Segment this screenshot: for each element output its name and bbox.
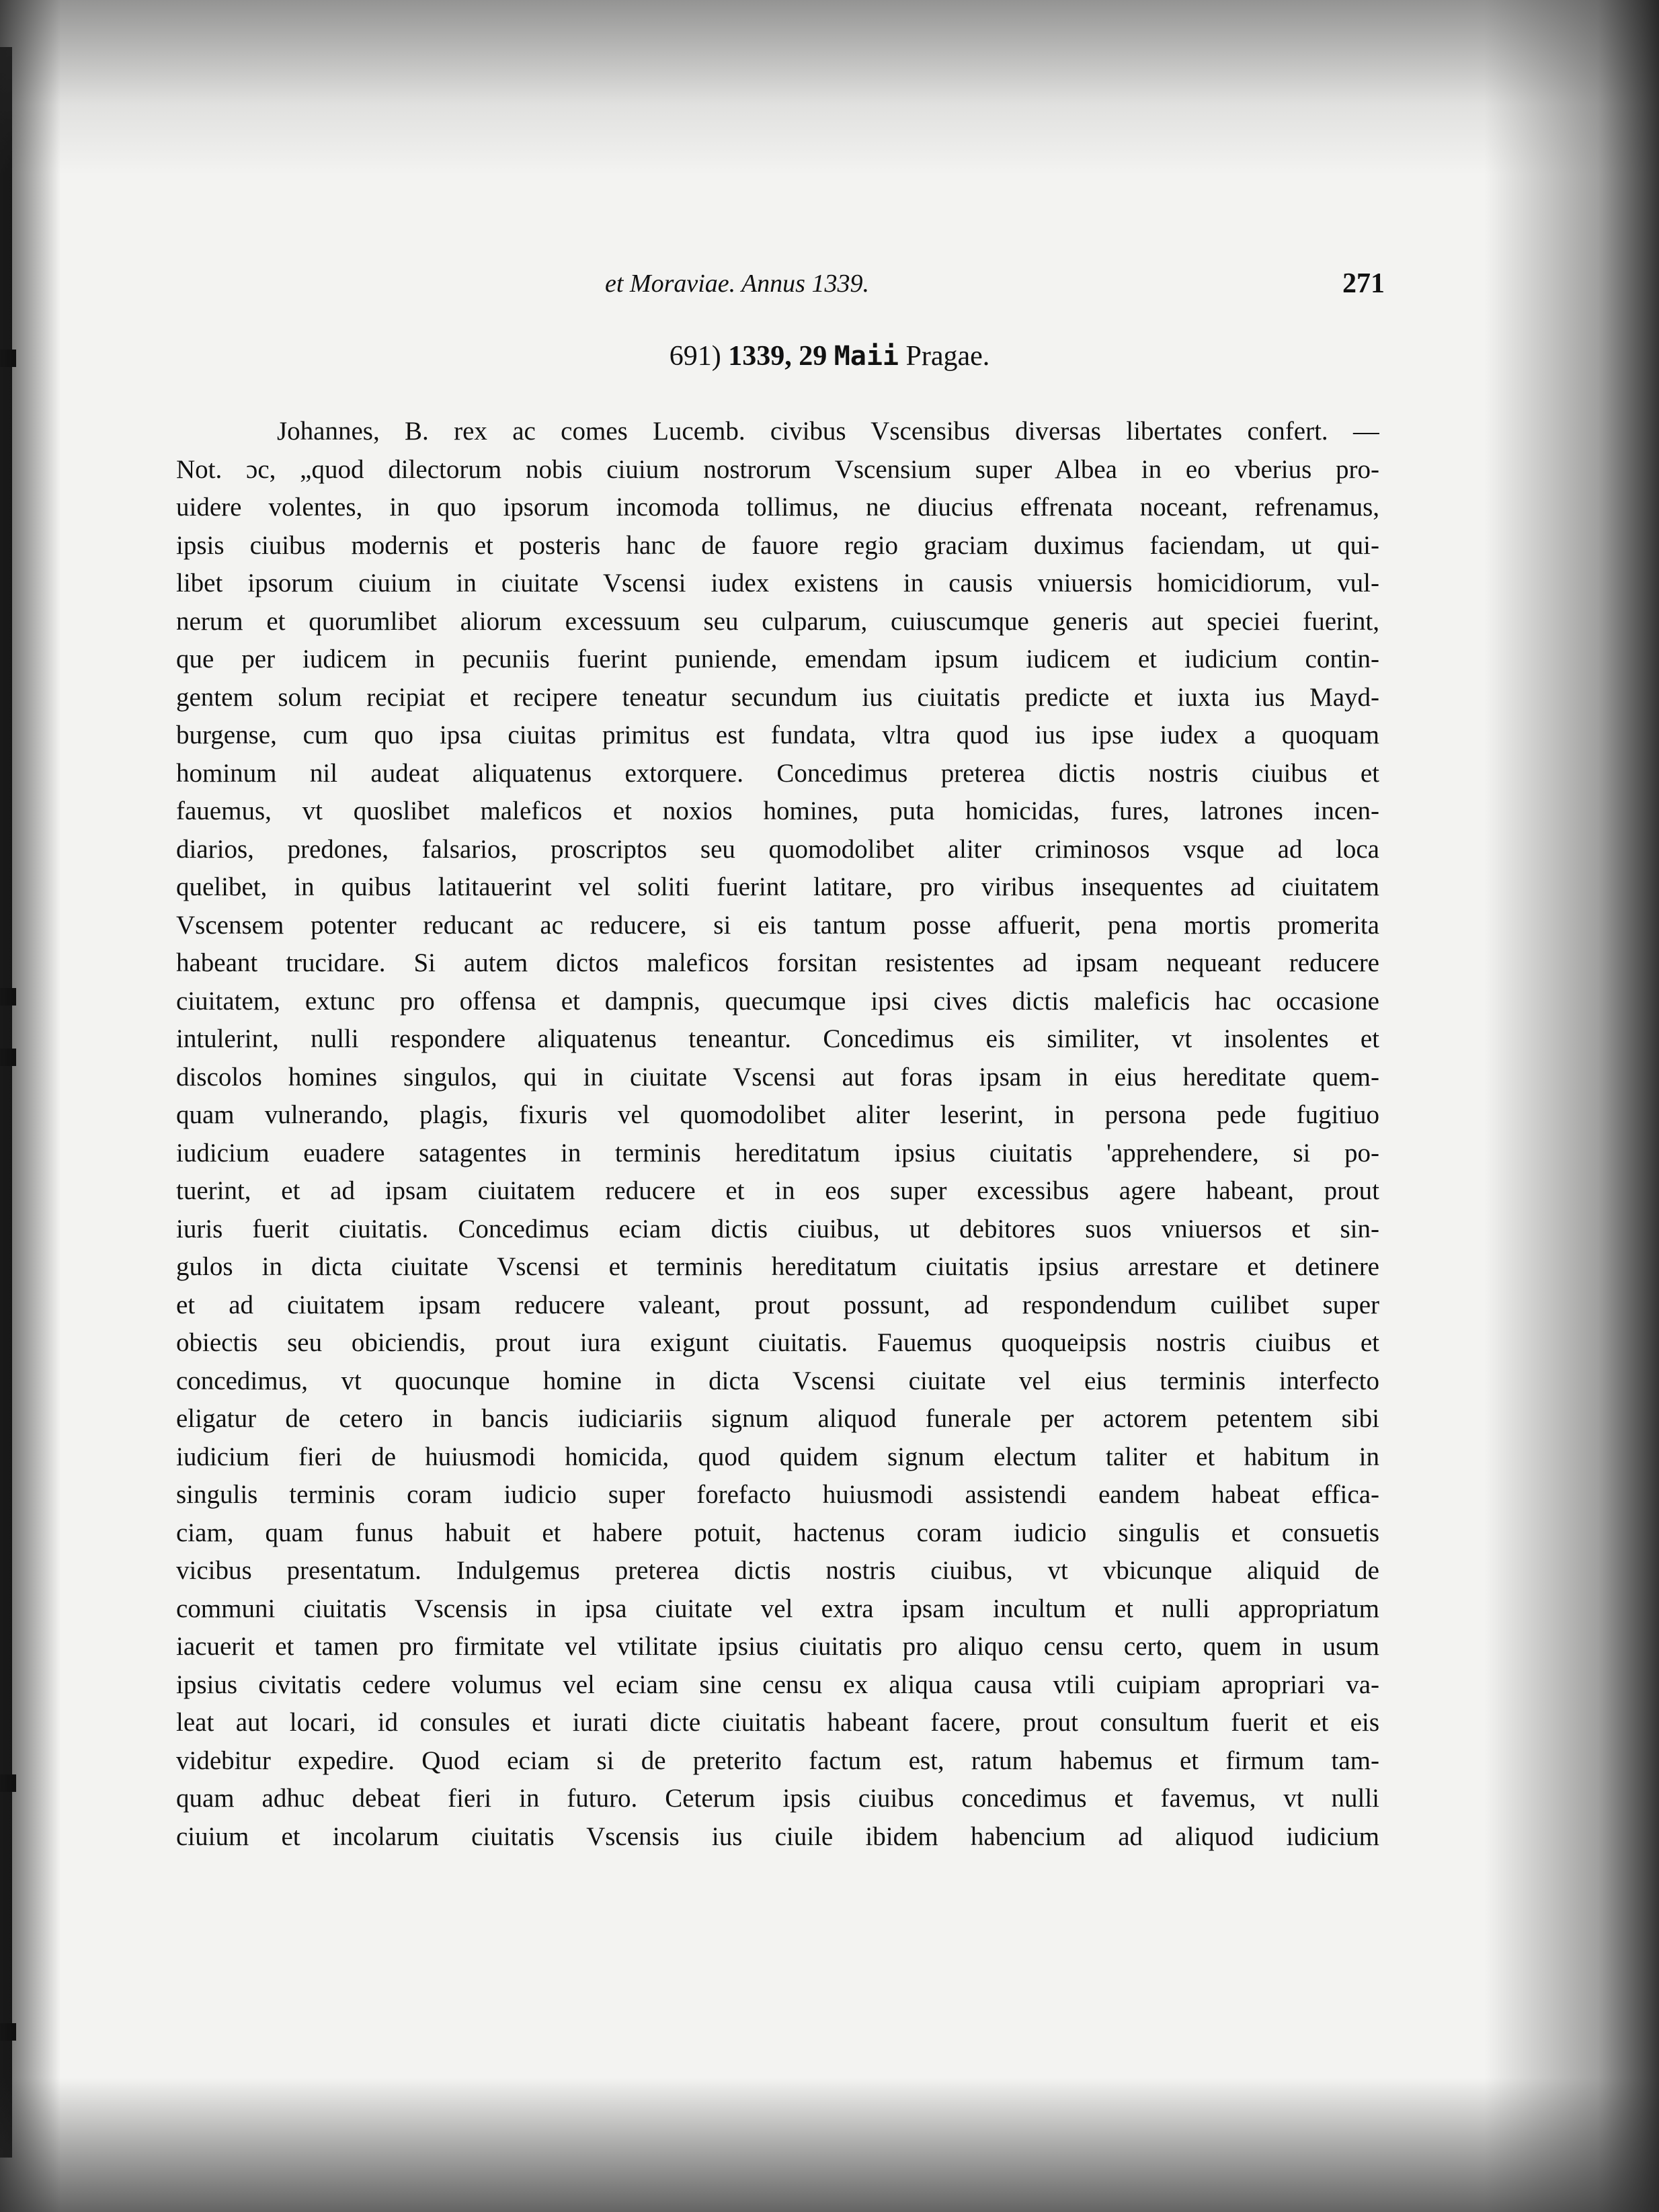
- text-line: gentem solum recipiat et recipere teneatur secundum ius ciuitatis predicte et iuxta ius Mayd-: [176, 682, 1379, 712]
- text-line: fauemus, vt quoslibet maleficos et noxios homines, puta homicidas, fures, latrones incen-: [176, 796, 1379, 825]
- text-line: gulos in dicta ciuitate Vscensi et terminis hereditatum ciuitatis ipsius arrestare et detinere: [176, 1252, 1379, 1281]
- text-line: videbitur expedire. Quod eciam si de preterito factum est, ratum habemus et firmum tam-: [176, 1746, 1379, 1775]
- text-line: tuerint, et ad ipsam ciuitatem reducere et in eos super excessibus agere habeant, prout: [176, 1176, 1379, 1205]
- text-line: hominum nil audeat aliquatenus extorquere. Concedimus preterea dictis nostris ciuibus et: [176, 758, 1379, 788]
- text-line: uidere volentes, in quo ipsorum incomoda tollimus, ne diucius effrenata noceant, refrenamus,: [176, 493, 1379, 522]
- text-line: ciuitatem, extunc pro offensa et dampnis, quecumque ipsi cives dictis maleficis hac occasione: [176, 986, 1379, 1016]
- text-line: vicibus presentatum. Indulgemus preterea dictis nostris ciuibus, vt vbicunque aliquid de: [176, 1556, 1379, 1585]
- text-line: discolos homines singulos, qui in ciuitate Vscensi aut foras ipsam in eius hereditate quem-: [176, 1062, 1379, 1092]
- text-line: burgense, cum quo ipsa ciuitas primitus est fundata, vltra quod ius ipse iudex a quoquam: [176, 721, 1379, 749]
- document-body: [176, 413, 1379, 1856]
- page-number: 271: [1342, 268, 1385, 299]
- document-heading: [0, 340, 1659, 372]
- text-line: eligatur de cetero in bancis iudiciariis signum aliquod funerale per actorem petentem sibi: [176, 1404, 1379, 1433]
- text-line: et ad ciuitatem ipsam reducere valeant, prout possunt, ad respondendum cuilibet super: [176, 1290, 1379, 1319]
- text-line: diarios, predones, falsarios, proscriptos seu quomodolibet aliter criminosos vsque ad loca: [176, 834, 1379, 864]
- text-line: concedimus, vt quocunque homine in dicta Vscensi ciuitate vel eius terminis interfecto: [176, 1366, 1379, 1395]
- text-line: Vscensem potenter reducant ac reducere, si eis tantum posse affuerit, pena mortis promerita: [176, 910, 1379, 940]
- text-line: Johannes, B. rex ac comes Lucemb. civibus Vscensibus diversas libertates confert. —: [277, 417, 1379, 446]
- text-line: Not. ɔc, „quod dilectorum nobis ciuium nostrorum Vscensium super Albea in eo vberius pro-: [176, 454, 1379, 484]
- running-head: et Moraviae. Annus 1339.: [605, 270, 869, 298]
- text-line: iuris fuerit ciuitatis. Concedimus eciam dictis ciuibus, ut debitores suos vniuersos et sin-: [176, 1214, 1379, 1243]
- text-line: ipsius civitatis cedere volumus vel eciam sine censu ex aliqua causa vtili cuipiam apropriari va-: [176, 1670, 1379, 1699]
- text-line: iudicium fieri de huiusmodi homicida, quod quidem signum electum taliter et habitum in: [176, 1442, 1379, 1471]
- text-line: ciuium et incolarum ciuitatis Vscensis ius ciuile ibidem habencium ad aliquod iudicium: [176, 1821, 1379, 1851]
- document-place: Pragae.: [905, 341, 990, 372]
- text-line: communi ciuitatis Vscensis in ipsa ciuitate vel extra ipsam incultum et nulli appropriatum: [176, 1594, 1379, 1623]
- text-line: quam adhuc debeat fieri in futuro. Ceterum ipsis ciuibus concedimus et favemus, vt nulli: [176, 1784, 1379, 1813]
- text-line: que per iudicem in pecuniis fuerint puniende, emendam ipsum iudicem et iudicium contin-: [176, 645, 1379, 673]
- text-line: ciam, quam funus habuit et habere potuit, hactenus coram iudicio singulis et consuetis: [176, 1518, 1379, 1547]
- document-number: 691): [669, 341, 721, 372]
- text-line: ipsis ciuibus modernis et posteris hanc de fauore regio graciam duximus faciendam, ut qui-: [176, 530, 1379, 560]
- text-line: nerum et quorumlibet aliorum excessuum seu culparum, cuiuscumque generis aut speciei fuerint,: [176, 606, 1379, 636]
- text-line: obiectis seu obiciendis, prout iura exigunt ciuitatis. Fauemus quoqueipsis nostris ciuibus et: [176, 1328, 1379, 1357]
- document-month: Maii: [834, 341, 899, 372]
- text-line: leat aut locari, id consules et iurati dicte ciuitatis habeant facere, prout consultum fuerit et eis: [176, 1708, 1379, 1737]
- text-line: iudicium euadere satagentes in terminis hereditatum ipsius ciuitatis 'apprehendere, si po-: [176, 1138, 1379, 1168]
- text-line: singulis terminis coram iudicio super forefacto huiusmodi assistendi eandem habeat effica-: [176, 1480, 1379, 1509]
- text-line: habeant trucidare. Si autem dictos maleficos forsitan resistentes ad ipsam nequeant reducere: [176, 948, 1379, 977]
- page-header: [605, 269, 1385, 309]
- text-line: quam vulnerando, plagis, fixuris vel quomodolibet aliter leserint, in persona pede fugitiuo: [176, 1100, 1379, 1129]
- text-line: libet ipsorum ciuium in ciuitate Vscensi iudex existens in causis vniuersis homicidiorum, vul-: [176, 569, 1379, 598]
- document-date: 1339, 29: [728, 341, 827, 372]
- text-line: iacuerit et tamen pro firmitate vel vtilitate ipsius ciuitatis pro aliquo censu certo, quem in usum: [176, 1632, 1379, 1661]
- text-line: quelibet, in quibus latitauerint vel soliti fuerint latitare, pro viribus insequentes ad ciuitatem: [176, 872, 1379, 901]
- text-line: intulerint, nulli respondere aliquatenus teneantur. Concedimus eis similiter, vt insolentes et: [176, 1024, 1379, 1053]
